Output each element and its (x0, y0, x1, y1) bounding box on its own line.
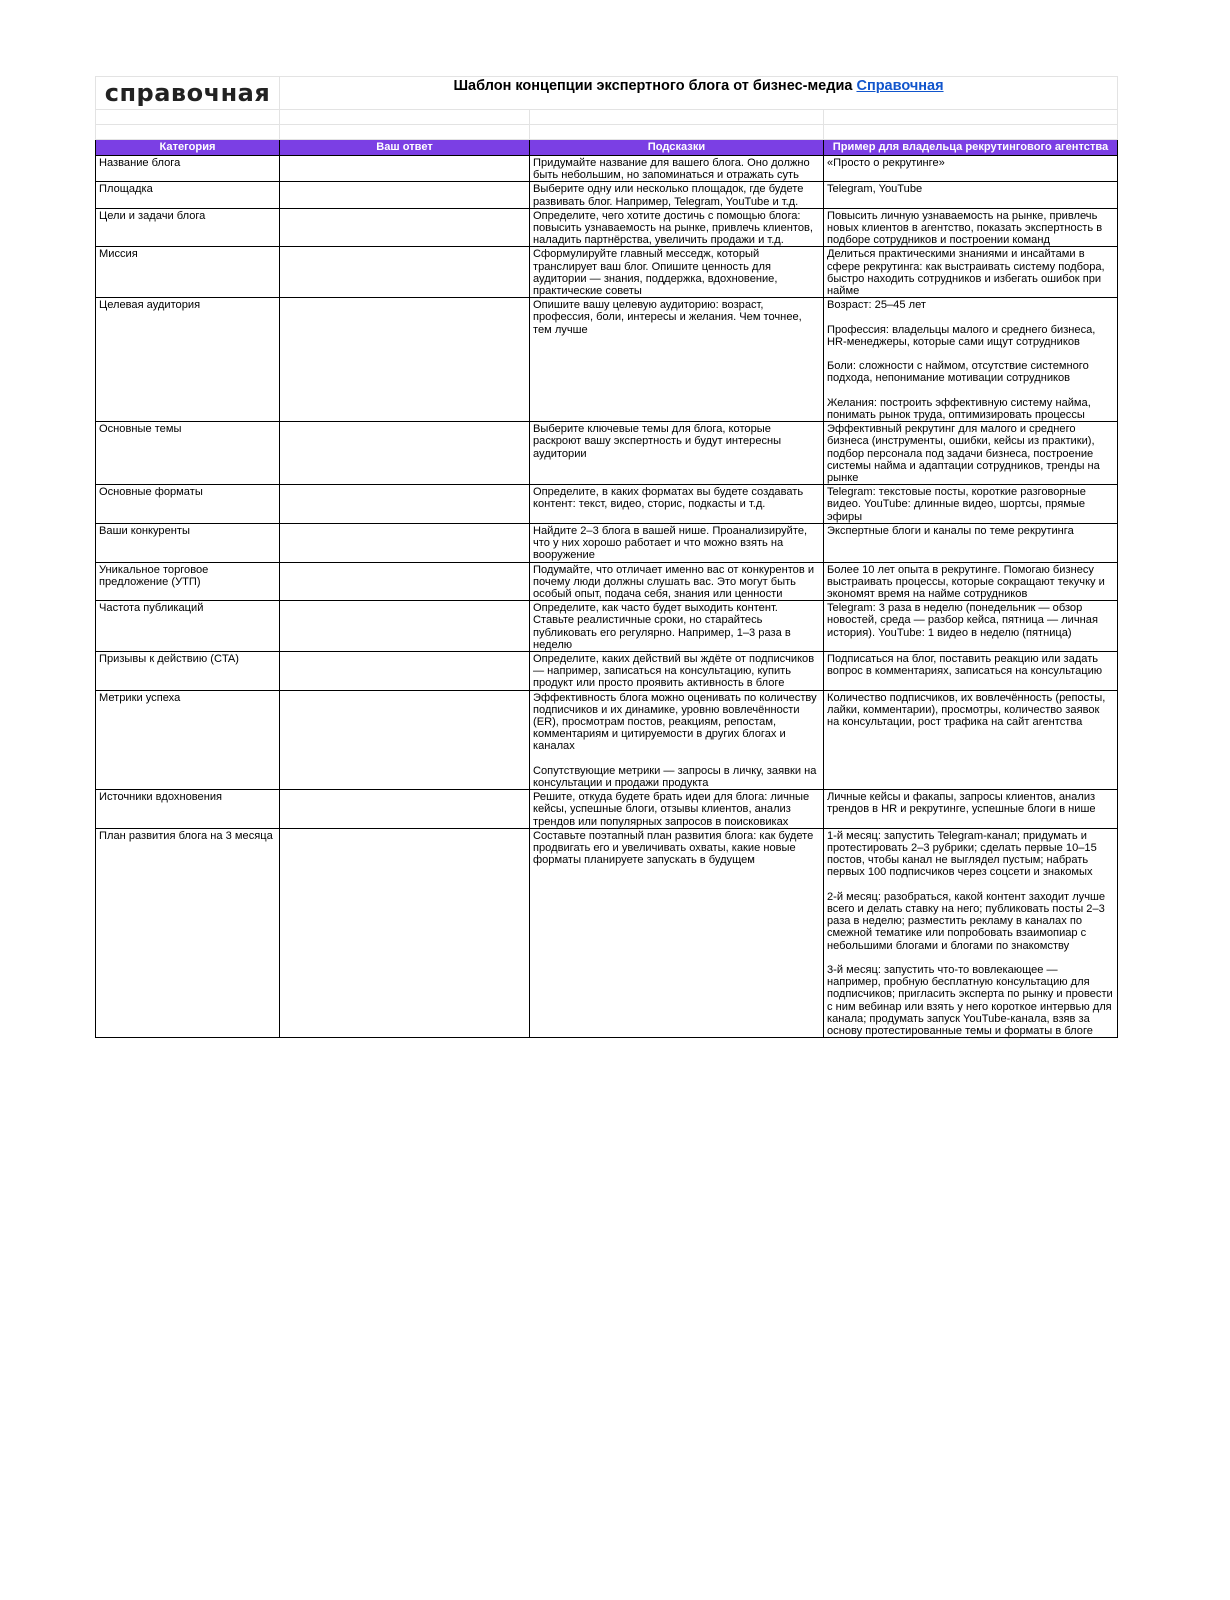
cell-category: Источники вдохновения (96, 790, 280, 829)
table-row (96, 601, 1118, 652)
cell-hint: Опишите вашу целевую аудиторию: возраст, профессия, боли, интересы и желания. Чем точнее, тем лучше (530, 298, 824, 422)
cell-example: Telegram, YouTube (824, 182, 1118, 208)
column-header-answer: Ваш ответ (280, 140, 530, 156)
cell-category: Метрики успеха (96, 690, 280, 790)
cell-category: Название блога (96, 156, 280, 182)
cell-answer[interactable] (280, 485, 530, 524)
table-row (96, 422, 1118, 485)
cell-answer[interactable] (280, 156, 530, 182)
cell-example: Личные кейсы и факапы, запросы клиентов, анализ трендов в HR и рекрутинге, успешные блоги в нише (824, 790, 1118, 829)
cell-example: Telegram: 3 раза в неделю (понедельник — обзор новостей, среда — разбор кейса, пятница — личная история). YouTube: 1 видео в неделю (пятница) (824, 601, 1118, 652)
cell-example: 1-й месяц: запустить Telegram-канал; придумать и протестировать 2–3 рубрики; сделать первые 10–15 постов, чтобы канал не выглядел пустым; набрать первых 100 подписчиков через соцсети и знакомых 2-й месяц: разобраться, какой контент заходит лучше всего и делать ставку на него; публиковать посты 2–3 раза в неделю; разместить рекламу в каналах по смежной тематике или попробовать взаимопиар с небольшими блогами и блогами по знакомству 3-й месяц: запустить что-то вовлекающее — например, пробную бесплатную консультацию для подписчиков; пригласить эксперта по рынку и провести с ним вебинар или взять у него короткое интервью для канала; продумать запуск YouTube-канала, взяв за основу протестированные темы и форматы в блоге (824, 828, 1118, 1037)
cell-answer[interactable] (280, 523, 530, 562)
cell-answer[interactable] (280, 828, 530, 1037)
cell-example: Экспертные блоги и каналы по теме рекрутинга (824, 523, 1118, 562)
cell-example: Подписаться на блог, поставить реакцию или задать вопрос в комментариях, записаться на консультацию (824, 651, 1118, 690)
table-row (96, 690, 1118, 790)
cell-example: Делиться практическими знаниями и инсайтами в сфере рекрутинга: как выстраивать систему подбора, быстро находить сотрудников и избегать ошибок при найме (824, 247, 1118, 298)
table-row (96, 651, 1118, 690)
cell-hint: Эффективность блога можно оценивать по количеству подписчиков и их динамике, уровню вовлечённости (ER), просмотрам постов, реакциям, репостам, комментариям и цитируемости в других блогах и каналах Сопутствующие метрики — запросы в личку, заявки на консультации и продажи продукта (530, 690, 824, 790)
cell-answer[interactable] (280, 298, 530, 422)
column-header-example: Пример для владельца рекрутингового агентства (824, 140, 1118, 156)
table-row (96, 156, 1118, 182)
empty-row (96, 110, 1118, 125)
cell-answer[interactable] (280, 651, 530, 690)
cell-answer[interactable] (280, 562, 530, 601)
table-row (96, 298, 1118, 422)
title-link[interactable]: Справочная (856, 78, 944, 94)
table-row (96, 485, 1118, 524)
cell-hint: Определите, как часто будет выходить контент. Ставьте реалистичные сроки, но старайтесь публиковать его регулярно. Например, 1–3 раза в неделю (530, 601, 824, 652)
cell-example: Telegram: текстовые посты, короткие разговорные видео. YouTube: длинные видео, шортсы, прямые эфиры (824, 485, 1118, 524)
column-header-row (96, 140, 1118, 156)
header-row (96, 77, 1118, 110)
cell-hint: Выберите ключевые темы для блога, которые раскроют вашу экспертность и будут интересны аудитории (530, 422, 824, 485)
cell-category: Целевая аудитория (96, 298, 280, 422)
cell-answer[interactable] (280, 790, 530, 829)
cell-example: Возраст: 25–45 лет Профессия: владельцы малого и среднего бизнеса, HR-менеджеры, которые сами ищут сотрудников Боли: сложности с наймом, отсутствие системного подхода, непонимание мотивации сотрудников Желания: построить эффективную систему найма, понимать рынок труда, оптимизировать процессы (824, 298, 1118, 422)
table-row (96, 208, 1118, 247)
cell-hint: Решите, откуда будете брать идеи для блога: личные кейсы, успешные блоги, отзывы клиентов, анализ трендов или популярных запросов в поисковиках (530, 790, 824, 829)
cell-category: Миссия (96, 247, 280, 298)
cell-hint: Определите, в каких форматах вы будете создавать контент: текст, видео, сторис, подкасты и т.д. (530, 485, 824, 524)
cell-category: Частота публикаций (96, 601, 280, 652)
cell-category: План развития блога на 3 месяца (96, 828, 280, 1037)
cell-hint: Придумайте название для вашего блога. Оно должно быть небольшим, но запоминаться и отражать суть (530, 156, 824, 182)
blog-concept-table (95, 76, 1118, 1038)
table-row (96, 523, 1118, 562)
cell-example: Повысить личную узнаваемость на рынке, привлечь новых клиентов в агентство, показать экспертность в подборе сотрудников и построении команд (824, 208, 1118, 247)
cell-hint: Определите, чего хотите достичь с помощью блога: повысить узнаваемость на рынке, привлечь клиентов, наладить партнёрства, увеличить продажи и т.д. (530, 208, 824, 247)
cell-example: «Просто о рекрутинге» (824, 156, 1118, 182)
page-title (280, 77, 1118, 110)
column-header-hints: Подсказки (530, 140, 824, 156)
cell-category: Основные форматы (96, 485, 280, 524)
cell-hint: Подумайте, что отличает именно вас от конкурентов и почему люди должны слушать вас. Это могут быть особый опыт, подача себя, знания или ценности (530, 562, 824, 601)
cell-category: Цели и задачи блога (96, 208, 280, 247)
cell-example: Эффективный рекрутинг для малого и среднего бизнеса (инструменты, ошибки, кейсы из практики), подбор персонала под задачи бизнеса, построение системы найма и адаптации сотрудников, тренды на рынке (824, 422, 1118, 485)
table-row (96, 828, 1118, 1037)
brand-logo: справочная (96, 77, 280, 110)
cell-example: Количество подписчиков, их вовлечённость (репосты, лайки, комментарии), просмотры, количество заявок на консультации, рост трафика на сайт агентства (824, 690, 1118, 790)
empty-row (96, 125, 1118, 140)
cell-category: Ваши конкуренты (96, 523, 280, 562)
table-row (96, 247, 1118, 298)
cell-category: Основные темы (96, 422, 280, 485)
cell-answer[interactable] (280, 182, 530, 208)
cell-answer[interactable] (280, 247, 530, 298)
cell-answer[interactable] (280, 601, 530, 652)
table-row (96, 182, 1118, 208)
column-header-category: Категория (96, 140, 280, 156)
title-text: Шаблон концепции экспертного блога от бизнес-медиа (453, 78, 857, 94)
cell-hint: Составьте поэтапный план развития блога: как будете продвигать его и увеличивать охваты, какие новые форматы планируете запускать в будущем (530, 828, 824, 1037)
cell-example: Более 10 лет опыта в рекрутинге. Помогаю бизнесу выстраивать процессы, которые сокращают текучку и экономят время на найме сотрудников (824, 562, 1118, 601)
cell-hint: Сформулируйте главный месседж, который транслирует ваш блог. Опишите ценность для аудитории — знания, поддержка, вдохновение, практические советы (530, 247, 824, 298)
spreadsheet (95, 76, 1117, 1038)
cell-hint: Найдите 2–3 блога в вашей нише. Проанализируйте, что у них хорошо работает и что можно взять на вооружение (530, 523, 824, 562)
table-row (96, 562, 1118, 601)
cell-category: Уникальное торговое предложение (УТП) (96, 562, 280, 601)
cell-answer[interactable] (280, 422, 530, 485)
cell-category: Призывы к действию (CTA) (96, 651, 280, 690)
cell-hint: Выберите одну или несколько площадок, где будете развивать блог. Например, Telegram, YouTube и т.д. (530, 182, 824, 208)
cell-answer[interactable] (280, 208, 530, 247)
cell-hint: Определите, каких действий вы ждёте от подписчиков — например, записаться на консультацию, купить продукт или просто проявить активность в блоге (530, 651, 824, 690)
table-row (96, 790, 1118, 829)
cell-category: Площадка (96, 182, 280, 208)
cell-answer[interactable] (280, 690, 530, 790)
